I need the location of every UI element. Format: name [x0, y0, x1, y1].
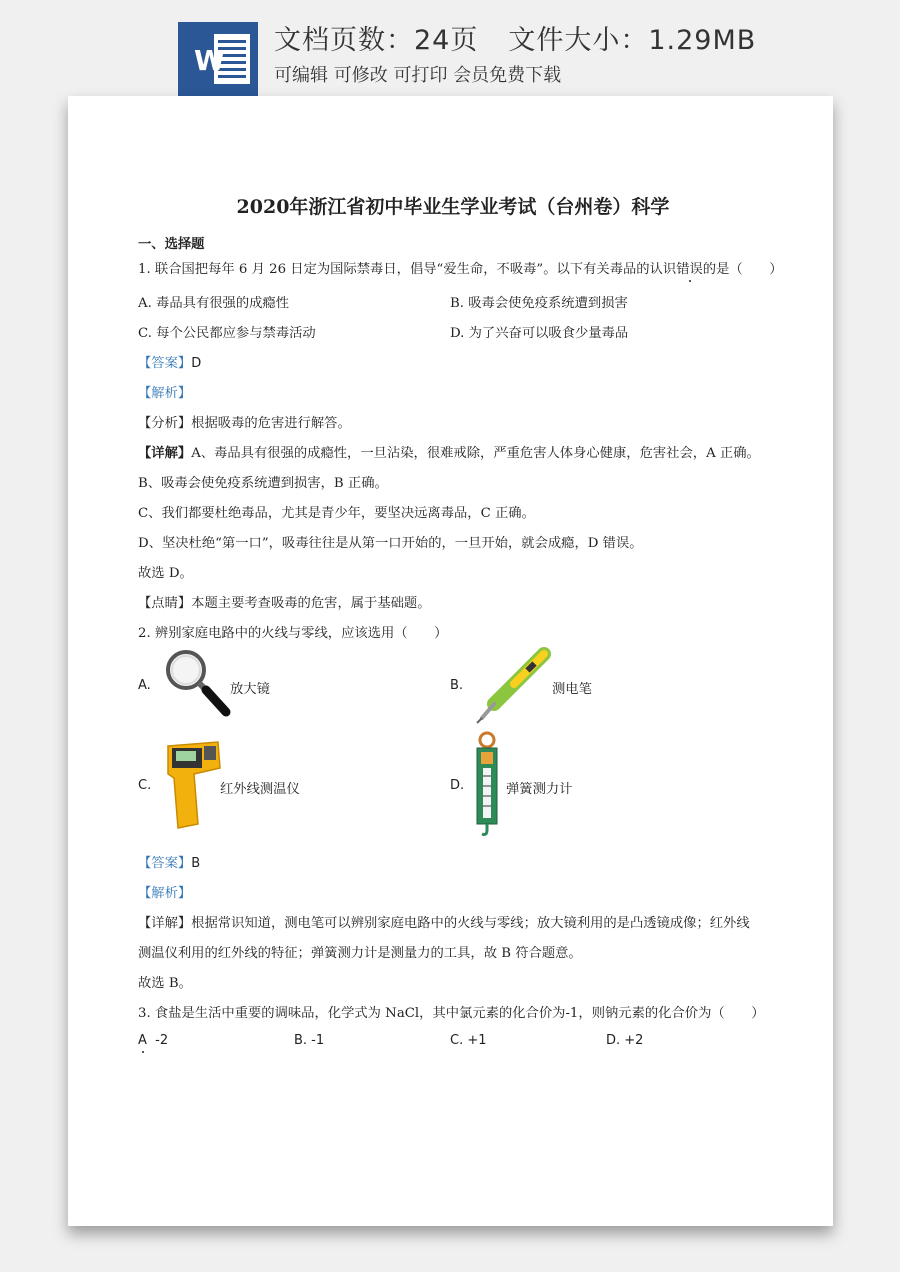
q3-option-c: C. +1	[450, 1033, 487, 1048]
q1-line-c: C、我们都要杜绝毒品，尤其是青少年，要坚决远离毒品，C 正确。	[138, 506, 535, 521]
q2-xiangjie-2: 测温仪利用的红外线的特征；弹簧测力计是测量力的工具，故 B 符合题意。	[138, 946, 582, 961]
q2-option-b-label: 测电笔	[552, 682, 592, 697]
section-heading: 一、选择题	[138, 237, 205, 252]
q2-analysis-tag: 【解析】	[138, 886, 192, 901]
q1-option-a: A. 毒品具有很强的成瘾性	[138, 296, 290, 311]
q1-dianjing: 【点睛】本题主要考查吸毒的危害，属于基础题。	[138, 596, 431, 611]
q2-option-a-label: 放大镜	[230, 682, 270, 697]
q2-answer: 【答案】B	[138, 856, 201, 871]
q1-line-b: B、吸毒会使免疫系统遭到损害，B 正确。	[138, 476, 388, 491]
q1-xiangjie: 【详解】A、毒品具有很强的成瘾性，一旦沾染，很难戒除，严重危害人体身心健康，危害社会，A 正确。	[138, 446, 760, 461]
q1-option-d: D. 为了兴奋可以吸食少量毒品	[450, 326, 629, 341]
question-3-stem: 3. 食盐是生活中重要的调味品，化学式为 NaCl，其中氯元素的化合价为-1，则钠元素的化合价为（ ）	[138, 1006, 765, 1021]
features-line: 可编辑 可修改 可打印 会员免费下载	[274, 65, 562, 86]
test-pen-icon	[474, 646, 556, 724]
magnifier-icon	[162, 648, 234, 720]
q1-line-d: D、坚决杜绝“第一口”，吸毒往往是从第一口开始的，一旦开始，就会成瘾，D 错误。	[138, 536, 643, 551]
q2-xiangjie-1: 【详解】根据常识知道，测电笔可以辨别家庭电路中的火线与零线；放大镜利用的是凸透镜成像；红外线	[138, 916, 750, 931]
q3-option-d: D. +2	[606, 1033, 644, 1048]
q1-option-b: B. 吸毒会使免疫系统遭到损害	[450, 296, 628, 311]
document-page	[68, 96, 833, 1226]
download-header	[0, 0, 900, 100]
question-2-stem: 2. 辨别家庭电路中的火线与零线，应该选用（ ）	[138, 626, 448, 641]
doc-pages: 文档页数：24页	[274, 25, 479, 56]
q3-option-a: A -2	[138, 1033, 169, 1048]
q1-option-c: C. 每个公民都应参与禁毒活动	[138, 326, 316, 341]
question-1-stem: 1. 联合国把每年 6 月 26 日定为国际禁毒日，倡导“爱生命，不吸毒”。以下有关毒品的认识错误的是（ ）	[138, 262, 783, 277]
ir-thermometer-icon	[164, 738, 222, 830]
q3-option-b: B. -1	[294, 1033, 325, 1048]
q2-option-b-letter: B.	[450, 678, 464, 693]
q2-choose: 故选 B。	[138, 976, 192, 991]
q2-option-c-label: 红外线测温仪	[220, 782, 300, 797]
word-icon	[178, 22, 258, 96]
q1-fenxi: 【分析】根据吸毒的危害进行解答。	[138, 416, 351, 431]
file-size: 文件大小：1.29MB	[508, 25, 757, 56]
q2-option-c-letter: C.	[138, 778, 152, 793]
svg-text:W: W	[194, 44, 225, 77]
q1-choose: 故选 D。	[138, 566, 193, 581]
q2-option-a-letter: A.	[138, 678, 151, 693]
q2-option-d-label: 弹簧测力计	[506, 782, 573, 797]
document-title: 2020年浙江省初中毕业生学业考试（台州卷）科学	[236, 196, 670, 218]
q1-answer: 【答案】D	[138, 356, 202, 371]
q2-option-d-letter: D.	[450, 778, 465, 793]
q1-analysis-tag: 【解析】	[138, 386, 192, 401]
spring-scale-icon	[472, 730, 502, 840]
